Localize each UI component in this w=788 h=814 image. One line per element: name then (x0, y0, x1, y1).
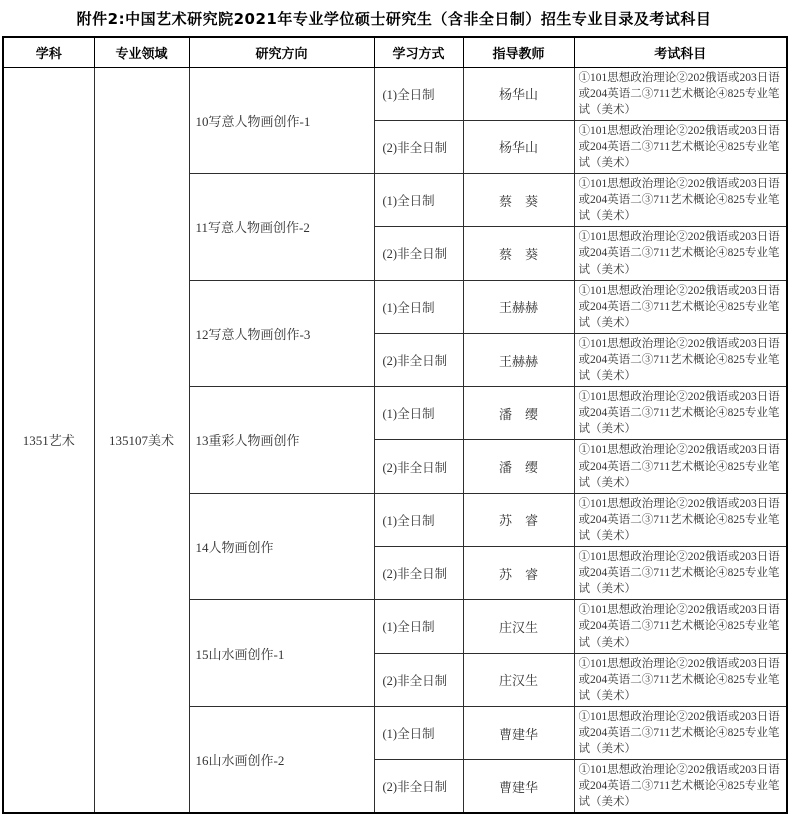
exam-subjects-cell: ①101思想政治理论②202俄语或203日语或204英语二③711艺术概论④825专业笔试（美术） (574, 333, 787, 386)
study-mode-cell: (1)全日制 (374, 600, 463, 653)
study-mode-cell: (2)非全日制 (374, 333, 463, 386)
table-header-row (3, 37, 787, 67)
exam-subjects-cell: ①101思想政治理论②202俄语或203日语或204英语二③711艺术概论④825专业笔试（美术） (574, 387, 787, 440)
table-row (3, 67, 787, 120)
teacher-cell: 王赫赫 (463, 280, 574, 333)
study-mode-cell: (2)非全日制 (374, 653, 463, 706)
teacher-cell: 曹建华 (463, 706, 574, 759)
teacher-cell: 潘 缨 (463, 440, 574, 493)
teacher-cell: 蔡 葵 (463, 174, 574, 227)
direction-cell: 16山水画创作-2 (189, 706, 374, 813)
study-mode-cell: (2)非全日制 (374, 227, 463, 280)
teacher-cell: 庄汉生 (463, 653, 574, 706)
study-mode-cell: (2)非全日制 (374, 120, 463, 173)
direction-cell: 12写意人物画创作-3 (189, 280, 374, 387)
header-discipline: 学科 (3, 37, 94, 67)
exam-subjects-cell: ①101思想政治理论②202俄语或203日语或204英语二③711艺术概论④825专业笔试（美术） (574, 760, 787, 814)
exam-subjects-cell: ①101思想政治理论②202俄语或203日语或204英语二③711艺术概论④825专业笔试（美术） (574, 227, 787, 280)
study-mode-cell: (1)全日制 (374, 280, 463, 333)
study-mode-cell: (1)全日制 (374, 67, 463, 120)
exam-subjects-cell: ①101思想政治理论②202俄语或203日语或204英语二③711艺术概论④825专业笔试（美术） (574, 653, 787, 706)
exam-subjects-cell: ①101思想政治理论②202俄语或203日语或204英语二③711艺术概论④825专业笔试（美术） (574, 120, 787, 173)
study-mode-cell: (1)全日制 (374, 706, 463, 759)
study-mode-cell: (2)非全日制 (374, 440, 463, 493)
direction-cell: 15山水画创作-1 (189, 600, 374, 707)
header-study-mode: 学习方式 (374, 37, 463, 67)
study-mode-cell: (1)全日制 (374, 387, 463, 440)
exam-subjects-cell: ①101思想政治理论②202俄语或203日语或204英语二③711艺术概论④825专业笔试（美术） (574, 547, 787, 600)
header-exam-subjects: 考试科目 (574, 37, 787, 67)
exam-subjects-cell: ①101思想政治理论②202俄语或203日语或204英语二③711艺术概论④825专业笔试（美术） (574, 706, 787, 759)
direction-cell: 11写意人物画创作-2 (189, 174, 374, 281)
direction-cell: 14人物画创作 (189, 493, 374, 600)
header-teacher: 指导教师 (463, 37, 574, 67)
direction-cell: 13重彩人物画创作 (189, 387, 374, 494)
header-field: 专业领域 (94, 37, 189, 67)
page-title: 附件2:中国艺术研究院2021年专业学位硕士研究生（含非全日制）招生专业目录及考试科目 (76, 9, 712, 28)
exam-subjects-cell: ①101思想政治理论②202俄语或203日语或204英语二③711艺术概论④825专业笔试（美术） (574, 493, 787, 546)
teacher-cell: 苏 睿 (463, 493, 574, 546)
field-cell: 135107美术 (94, 67, 189, 813)
exam-subjects-cell: ①101思想政治理论②202俄语或203日语或204英语二③711艺术概论④825专业笔试（美术） (574, 440, 787, 493)
teacher-cell: 苏 睿 (463, 547, 574, 600)
teacher-cell: 曹建华 (463, 760, 574, 814)
teacher-cell: 潘 缨 (463, 387, 574, 440)
exam-subjects-cell: ①101思想政治理论②202俄语或203日语或204英语二③711艺术概论④825专业笔试（美术） (574, 600, 787, 653)
header-direction: 研究方向 (189, 37, 374, 67)
exam-subjects-cell: ①101思想政治理论②202俄语或203日语或204英语二③711艺术概论④825专业笔试（美术） (574, 174, 787, 227)
study-mode-cell: (1)全日制 (374, 174, 463, 227)
study-mode-cell: (1)全日制 (374, 493, 463, 546)
exam-subjects-cell: ①101思想政治理论②202俄语或203日语或204英语二③711艺术概论④825专业笔试（美术） (574, 67, 787, 120)
teacher-cell: 王赫赫 (463, 333, 574, 386)
study-mode-cell: (2)非全日制 (374, 547, 463, 600)
teacher-cell: 杨华山 (463, 67, 574, 120)
admissions-table (2, 36, 788, 814)
study-mode-cell: (2)非全日制 (374, 760, 463, 814)
teacher-cell: 蔡 葵 (463, 227, 574, 280)
teacher-cell: 庄汉生 (463, 600, 574, 653)
teacher-cell: 杨华山 (463, 120, 574, 173)
exam-subjects-cell: ①101思想政治理论②202俄语或203日语或204英语二③711艺术概论④825专业笔试（美术） (574, 280, 787, 333)
table-body (3, 67, 787, 813)
discipline-cell: 1351艺术 (3, 67, 94, 813)
direction-cell: 10写意人物画创作-1 (189, 67, 374, 174)
